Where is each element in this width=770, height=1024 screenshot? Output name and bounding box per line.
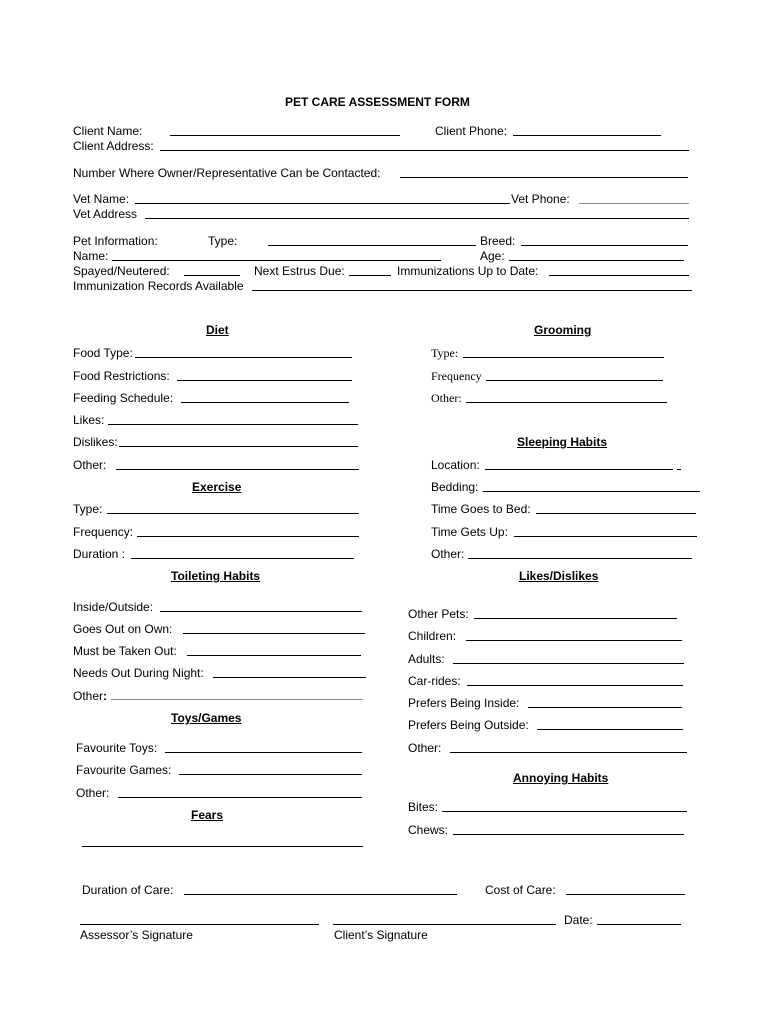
immunizations-field[interactable] bbox=[549, 275, 689, 276]
sleep-other-label: Other: bbox=[431, 547, 465, 561]
form-title: PET CARE ASSESSMENT FORM bbox=[285, 95, 470, 109]
fears-heading: Fears bbox=[191, 808, 224, 822]
sleep-location-field[interactable] bbox=[485, 469, 673, 470]
date-label: Date: bbox=[564, 913, 593, 927]
chews-field[interactable] bbox=[453, 834, 684, 835]
bed-time-label: Time Goes to Bed: bbox=[431, 502, 531, 516]
estrus-field[interactable] bbox=[349, 275, 391, 276]
children-label: Children: bbox=[408, 629, 457, 643]
exercise-frequency-label: Frequency: bbox=[73, 525, 134, 539]
records-label: Immunization Records Available bbox=[73, 279, 244, 293]
goes-out-label: Goes Out on Own: bbox=[73, 622, 173, 636]
spayed-field[interactable] bbox=[184, 275, 240, 276]
bedding-label: Bedding: bbox=[431, 480, 479, 494]
vet-phone-field[interactable] bbox=[579, 203, 689, 204]
contact-number-field[interactable] bbox=[400, 177, 688, 178]
cost-care-label: Cost of Care: bbox=[485, 883, 556, 897]
pet-breed-field[interactable] bbox=[521, 245, 688, 246]
contact-number-label: Number Where Owner/Representative Can be Contacted: bbox=[73, 166, 381, 180]
prefers-inside-label: Prefers Being Inside: bbox=[408, 696, 520, 710]
immunizations-label: Immunizations Up to Date: bbox=[397, 264, 539, 278]
car-rides-field[interactable] bbox=[467, 685, 683, 686]
pet-type-label: Type: bbox=[208, 234, 238, 248]
cost-care-field[interactable] bbox=[566, 894, 685, 895]
client-phone-field[interactable] bbox=[513, 135, 661, 136]
children-field[interactable] bbox=[466, 640, 682, 641]
bedding-field[interactable] bbox=[483, 491, 700, 492]
toileting-other-field[interactable] bbox=[111, 699, 363, 700]
client-address-field[interactable] bbox=[160, 150, 689, 151]
diet-other-field[interactable] bbox=[116, 469, 359, 470]
prefers-inside-field[interactable] bbox=[528, 707, 682, 708]
bites-label: Bites: bbox=[408, 800, 439, 814]
pet-breed-label: Breed: bbox=[480, 234, 516, 248]
up-time-label: Time Gets Up: bbox=[431, 525, 508, 539]
adults-field[interactable] bbox=[453, 663, 684, 664]
car-rides-label: Car-rides: bbox=[408, 674, 461, 688]
likes-field[interactable] bbox=[108, 424, 358, 425]
diet-heading: Diet bbox=[206, 323, 229, 337]
sleep-other-field[interactable] bbox=[468, 558, 692, 559]
exercise-type-field[interactable] bbox=[107, 513, 359, 514]
vet-address-field[interactable] bbox=[145, 218, 689, 219]
dislikes-field[interactable] bbox=[119, 446, 358, 447]
bites-field[interactable] bbox=[442, 811, 687, 812]
taken-out-field[interactable] bbox=[187, 655, 361, 656]
pet-age-field[interactable] bbox=[509, 260, 684, 261]
grooming-frequency-label: Frequency bbox=[431, 369, 482, 383]
up-time-field[interactable] bbox=[514, 536, 697, 537]
annoying-heading: Annoying Habits bbox=[513, 771, 609, 785]
grooming-type-label: Type: bbox=[431, 346, 459, 360]
grooming-other-field[interactable] bbox=[466, 402, 667, 403]
vet-name-field[interactable] bbox=[135, 203, 510, 204]
estrus-label: Next Estrus Due: bbox=[254, 264, 345, 278]
duration-care-label: Duration of Care: bbox=[82, 883, 174, 897]
prefers-outside-field[interactable] bbox=[537, 729, 683, 730]
sleep-location-label: Location: bbox=[431, 458, 480, 472]
exercise-duration-label: Duration : bbox=[73, 547, 126, 561]
records-field[interactable] bbox=[252, 290, 692, 291]
adults-label: Adults: bbox=[408, 652, 445, 666]
inside-outside-label: Inside/Outside: bbox=[73, 600, 154, 614]
vet-address-label: Vet Address bbox=[73, 207, 138, 221]
food-restrictions-field[interactable] bbox=[177, 380, 352, 381]
grooming-heading: Grooming bbox=[534, 323, 592, 337]
favourite-toys-field[interactable] bbox=[165, 752, 362, 753]
prefers-outside-label: Prefers Being Outside: bbox=[408, 718, 529, 732]
food-restrictions-label: Food Restrictions: bbox=[73, 369, 170, 383]
assessor-signature-field[interactable] bbox=[80, 924, 319, 925]
assessor-signature-label: Assessor’s Signature bbox=[80, 928, 193, 942]
taken-out-label: Must be Taken Out: bbox=[73, 644, 177, 658]
exercise-duration-field[interactable] bbox=[131, 558, 354, 559]
client-signature-field[interactable] bbox=[333, 924, 556, 925]
pet-info-label: Pet Information: bbox=[73, 234, 158, 248]
feeding-schedule-label: Feeding Schedule: bbox=[73, 391, 174, 405]
grooming-type-field[interactable] bbox=[463, 357, 664, 358]
bed-time-field[interactable] bbox=[536, 513, 696, 514]
likes-label: Likes: bbox=[73, 413, 105, 427]
pet-age-label: Age: bbox=[480, 249, 505, 263]
fears-field[interactable] bbox=[82, 846, 363, 847]
pet-name-field[interactable] bbox=[112, 260, 441, 261]
toys-heading: Toys/Games bbox=[171, 711, 242, 725]
toys-other-field[interactable] bbox=[118, 797, 362, 798]
other-pets-label: Other Pets: bbox=[408, 607, 469, 621]
toys-other-label: Other: bbox=[76, 786, 110, 800]
client-name-label: Client Name: bbox=[73, 124, 143, 138]
dislikes-label: Dislikes: bbox=[73, 435, 118, 449]
grooming-frequency-field[interactable] bbox=[486, 380, 663, 381]
vet-name-label: Vet Name: bbox=[73, 192, 130, 206]
pet-name-label: Name: bbox=[73, 249, 109, 263]
toileting-other-label: Other bbox=[73, 689, 104, 703]
favourite-games-label: Favourite Games: bbox=[76, 763, 172, 777]
night-field[interactable] bbox=[213, 677, 366, 678]
food-type-field[interactable] bbox=[135, 357, 352, 358]
client-address-label: Client Address: bbox=[73, 139, 154, 153]
favourite-toys-label: Favourite Toys: bbox=[76, 741, 158, 755]
night-label: Needs Out During Night: bbox=[73, 666, 204, 680]
vet-phone-label: Vet Phone: bbox=[511, 192, 570, 206]
inside-outside-field[interactable] bbox=[160, 611, 362, 612]
date-field[interactable] bbox=[597, 924, 681, 925]
sleeping-heading: Sleeping Habits bbox=[517, 435, 608, 449]
likes-other-field[interactable] bbox=[450, 752, 687, 753]
favourite-games-field[interactable] bbox=[179, 774, 362, 775]
pet-type-field[interactable] bbox=[268, 245, 476, 246]
food-type-label: Food Type: bbox=[73, 346, 133, 360]
client-phone-label: Client Phone: bbox=[435, 124, 508, 138]
likes-dislikes-heading: Likes/Dislikes bbox=[519, 569, 599, 583]
other-pets-field[interactable] bbox=[474, 618, 677, 619]
spayed-label: Spayed/Neutered: bbox=[73, 264, 170, 278]
client-signature-label: Client’s Signature bbox=[334, 928, 428, 942]
goes-out-field[interactable] bbox=[183, 633, 365, 634]
grooming-other-label: Other: bbox=[431, 391, 462, 405]
chews-label: Chews: bbox=[408, 823, 449, 837]
exercise-type-label: Type: bbox=[73, 502, 103, 516]
client-name-field[interactable] bbox=[170, 135, 400, 136]
sleep-location-tick bbox=[677, 469, 681, 470]
duration-care-field[interactable] bbox=[184, 894, 457, 895]
feeding-schedule-field[interactable] bbox=[181, 402, 349, 403]
diet-other-label: Other: bbox=[73, 458, 107, 472]
exercise-heading: Exercise bbox=[192, 480, 242, 494]
toileting-heading: Toileting Habits bbox=[171, 569, 261, 583]
exercise-frequency-field[interactable] bbox=[137, 536, 359, 537]
likes-other-label: Other: bbox=[408, 741, 442, 755]
